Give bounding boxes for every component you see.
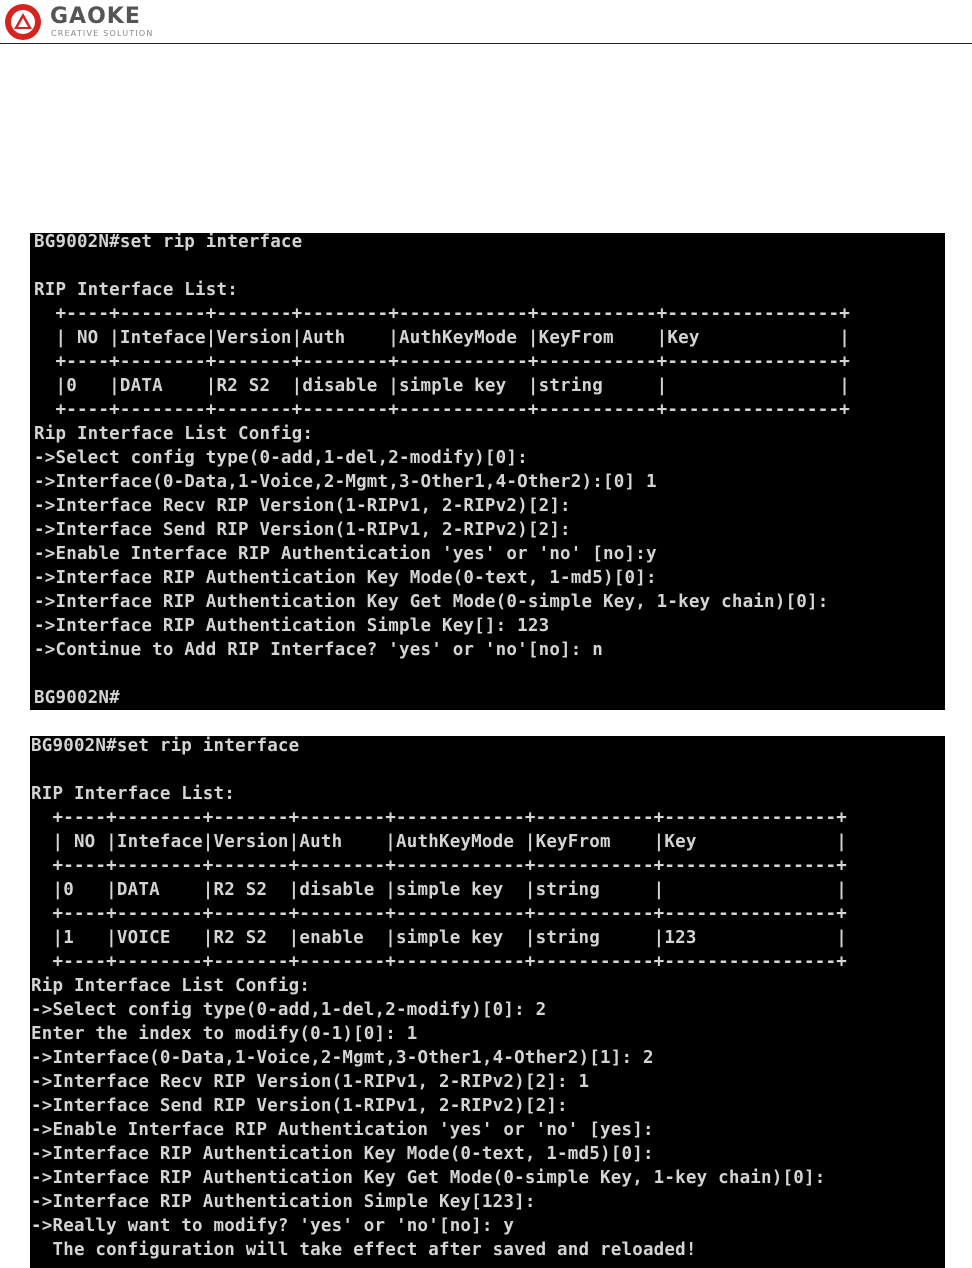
gaoke-logo-icon [4,3,42,41]
terminal-line: ->Interface RIP Authentication Key Mode(0-text, 1-md5)[0]: [34,568,657,588]
terminal-line: ->Interface RIP Authentication Key Mode(0-text, 1-md5)[0]: [31,1144,654,1164]
terminal-line: ->Really want to modify? 'yes' or 'no'[no]: y [31,1216,515,1236]
terminal-line: BG9002N#set rip interface [34,233,303,252]
terminal-line: ->Interface Send RIP Version(1-RIPv1, 2-RIPv2)[2]: [31,1096,568,1116]
terminal-line [34,254,850,278]
terminal-line: RIP Interface List: [34,280,238,300]
page-header [0,0,972,44]
terminal-line: ->Select config type(0-add,1-del,2-modify)[0]: 2 [31,1000,547,1020]
terminal-line: Rip Interface List Config: [31,976,311,996]
terminal-line: +----+--------+-------+--------+------------+-----------+----------------+ [31,904,847,924]
terminal-line: +----+--------+-------+--------+------------+-----------+----------------+ [31,952,847,972]
terminal-line: BG9002N#set rip interface [31,736,300,756]
terminal-line: +----+--------+-------+--------+------------+-----------+----------------+ [34,400,850,420]
terminal-line: BG9002N# [34,688,120,708]
terminal-line: ->Interface RIP Authentication Key Get Mode(0-simple Key, 1-key chain)[0]: [31,1168,826,1188]
terminal-line: | NO |Inteface|Version|Auth |AuthKeyMode |KeyFrom |Key | [31,832,847,852]
terminal-output [34,233,850,710]
terminal-screenshot-modify [30,736,945,1268]
terminal-line: +----+--------+-------+--------+------------+-----------+----------------+ [34,304,850,324]
terminal-line: ->Select config type(0-add,1-del,2-modify)[0]: [34,448,528,468]
terminal-line: ->Interface(0-Data,1-Voice,2-Mgmt,3-Other1,4-Other2):[0] 1 [34,472,657,492]
terminal-line: ->Interface Recv RIP Version(1-RIPv1, 2-RIPv2)[2]: [34,496,571,516]
brand-tagline: CREATIVE SOLUTION [51,29,154,38]
terminal-line: ->Interface Send RIP Version(1-RIPv1, 2-RIPv2)[2]: [34,520,571,540]
terminal-line [34,662,850,686]
terminal-line: ->Continue to Add RIP Interface? 'yes' or 'no'[no]: n [34,640,604,660]
terminal-line: ->Interface Recv RIP Version(1-RIPv1, 2-RIPv2)[2]: 1 [31,1072,590,1092]
terminal-line: Rip Interface List Config: [34,424,314,444]
terminal-output [31,736,847,1262]
terminal-line: |0 |DATA |R2 S2 |disable |simple key |string | | [34,376,850,396]
terminal-line: +----+--------+-------+--------+------------+-----------+----------------+ [31,856,847,876]
terminal-line: ->Interface(0-Data,1-Voice,2-Mgmt,3-Other1,4-Other2)[1]: 2 [31,1048,654,1068]
terminal-line: The configuration will take effect after saved and reloaded! [31,1240,697,1260]
terminal-screenshot-add [30,233,945,710]
terminal-line: ->Interface RIP Authentication Simple Key[123]: [31,1192,536,1212]
terminal-line: RIP Interface List: [31,784,235,804]
terminal-line: |1 |VOICE |R2 S2 |enable |simple key |string |123 | [31,928,847,948]
terminal-line: ->Enable Interface RIP Authentication 'yes' or 'no' [no]:y [34,544,657,564]
terminal-line: Enter the index to modify(0-1)[0]: 1 [31,1024,418,1044]
terminal-line: ->Interface RIP Authentication Simple Key[]: 123 [34,616,550,636]
terminal-line: +----+--------+-------+--------+------------+-----------+----------------+ [31,808,847,828]
terminal-line: +----+--------+-------+--------+------------+-----------+----------------+ [34,352,850,372]
brand-name: GAOKE [50,4,141,29]
terminal-line [31,758,847,782]
terminal-line: ->Interface RIP Authentication Key Get Mode(0-simple Key, 1-key chain)[0]: [34,592,829,612]
terminal-line: ->Enable Interface RIP Authentication 'yes' or 'no' [yes]: [31,1120,654,1140]
terminal-line: | NO |Inteface|Version|Auth |AuthKeyMode |KeyFrom |Key | [34,328,850,348]
header-divider [0,43,972,44]
terminal-line: |0 |DATA |R2 S2 |disable |simple key |string | | [31,880,847,900]
